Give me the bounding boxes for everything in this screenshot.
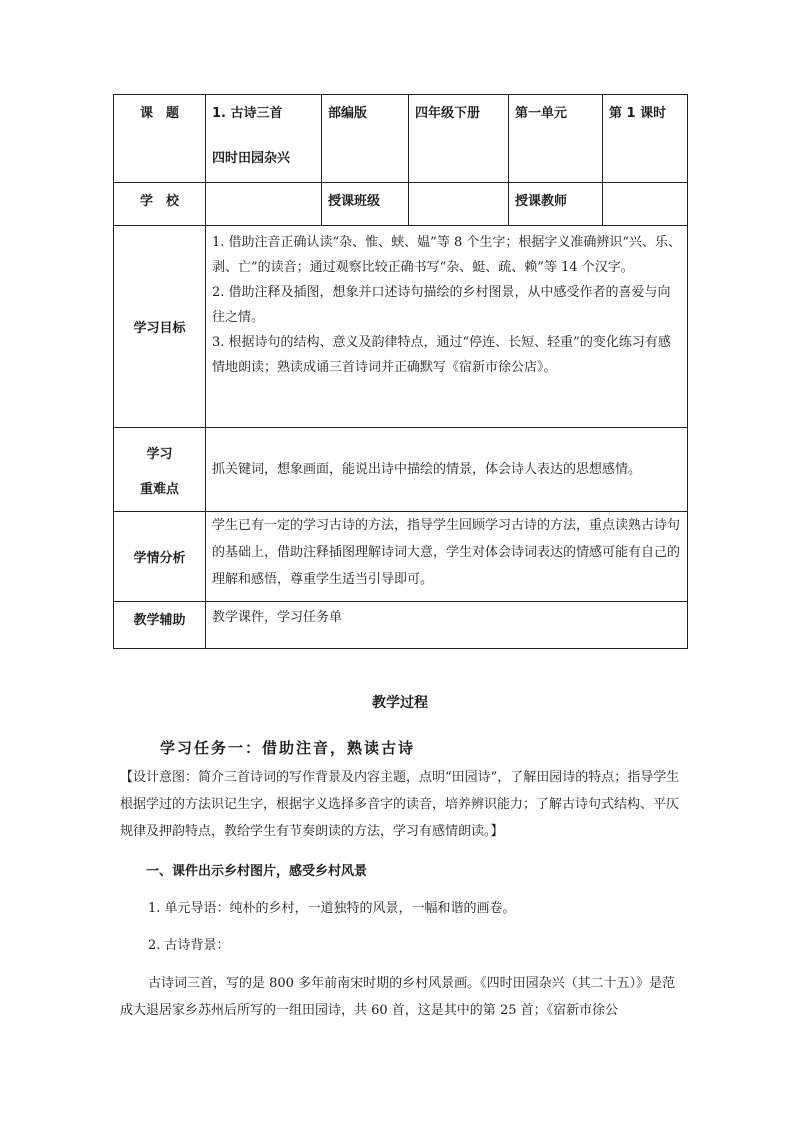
process-title: 教学过程	[372, 695, 428, 711]
analysis-text: 学生已有一定的学习古诗的方法，指导学生回顾学习古诗的方法，重点读熟古诗句的基础上，借助注释插图理解诗词大意，学生对体会诗词表达的情感可能有自己的理解和感悟，尊重学生适当引导即可。	[206, 512, 688, 602]
class-value	[409, 183, 509, 226]
lesson-info-table	[113, 94, 688, 649]
unit-intro: 1. 单元导语：纯朴的乡村，一道独特的风景，一幅和谐的画卷。	[148, 901, 516, 916]
lesson-title-cell	[206, 95, 322, 183]
design-intent: 【设计意图：简介三首诗词的写作背景及内容主题，点明“田园诗”，了解田园诗的特点；指导学生根据学过的方法识记生字，根据字义选择多音字的读音，培养辨识能力；了解古诗句式结构、平仄规律及押韵特点，教给学生有节奏朗读的方法，学习有感情朗读。】	[120, 770, 680, 839]
unit-cell: 第一单元	[509, 95, 603, 183]
edition-cell: 部编版	[322, 95, 409, 183]
goal-item: 3. 根据诗句的结构、意义及韵律特点，通过“停连、长短、轻重”的变化练习有感情地朗读；熟读成诵三首诗词并正确默写《宿新市徐公店》。	[212, 335, 671, 375]
task1-heading: 学习任务一：借助注音，熟读古诗	[160, 739, 416, 757]
keypoints-label	[114, 428, 206, 512]
aids-text: 教学课件，学习任务单	[206, 602, 688, 649]
table-row-analysis	[114, 512, 688, 602]
lesson-subtitle: 四时田园杂兴	[212, 151, 291, 166]
keypoints-text: 抓关键词，想象画面，能说出诗中描绘的情景，体会诗人表达的思想感情。	[206, 428, 688, 512]
keypoints-label-line2: 重难点	[139, 481, 179, 497]
lesson-number: 1. 古诗三首	[212, 106, 283, 121]
goal-item: 2. 借助注释及插图，想象并口述诗句描绘的乡村图景，从中感受作者的喜爱与向往之情。	[212, 285, 671, 325]
period-cell: 第 1 课时	[603, 95, 688, 183]
teacher-value	[603, 183, 688, 226]
school-value	[206, 183, 322, 226]
table-row-keypoints	[114, 428, 688, 512]
aids-label: 教学辅助	[114, 602, 206, 649]
goal-item: 1. 借助注音正确认读“杂、惟、蛱、媪”等 8 个生字；根据字义准确辨识“兴、乐、剥、亡”的读音；通过观察比较正确书写“杂、蜓、疏、赖”等 14 个汉字。	[212, 235, 682, 275]
analysis-label: 学情分析	[114, 512, 206, 602]
class-label: 授课班级	[322, 183, 409, 226]
background-heading: 2. 古诗背景：	[148, 938, 230, 953]
goals-text	[206, 226, 688, 428]
lesson-label: 课 题	[114, 95, 206, 183]
goals-label: 学习目标	[114, 226, 206, 428]
teacher-label: 授课教师	[509, 183, 603, 226]
table-row-school	[114, 183, 688, 226]
table-row-goals	[114, 226, 688, 428]
table-row-aids	[114, 602, 688, 649]
grade-cell: 四年级下册	[409, 95, 509, 183]
section1-heading: 一、课件出示乡村图片，感受乡村风景	[146, 864, 368, 879]
school-label: 学 校	[114, 183, 206, 226]
table-row-lesson	[114, 95, 688, 183]
background-text: 古诗词三首，写的是 800 多年前南宋时期的乡村风景画。《四时田园杂兴（其二十五）》是范成大退居家乡苏州后所写的一组田园诗，共 60 首，这是其中的第 25 首；《宿新市徐公	[120, 976, 676, 1018]
keypoints-label-line1: 学习	[146, 446, 173, 462]
